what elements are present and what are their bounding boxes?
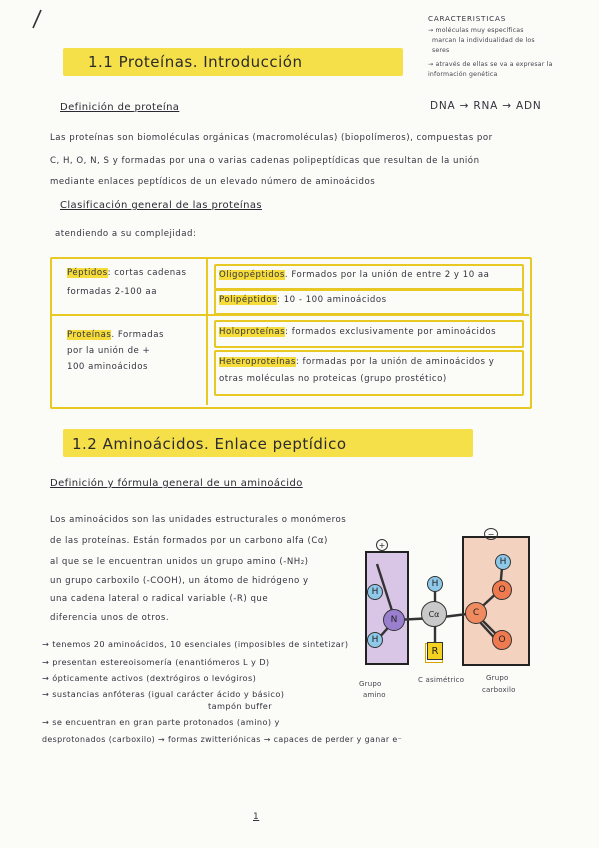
proteinas-desc: . Formadas bbox=[111, 330, 164, 340]
side-note-line: → moléculas muy específicas bbox=[428, 27, 524, 34]
side-note-line: marcan la individualidad de los bbox=[432, 37, 535, 44]
holoproteinas-text bbox=[219, 327, 496, 337]
charge-minus-symbol: − bbox=[484, 528, 498, 540]
bullet-item: → ópticamente activos (dextrógiros o levógiros) bbox=[42, 673, 257, 683]
heteroproteinas-desc: : formadas por la unión de aminoácidos y bbox=[295, 357, 495, 367]
side-notes-title: CARACTERISTICAS bbox=[428, 14, 507, 23]
atom-oxygen: O bbox=[492, 580, 512, 600]
holoproteinas-desc: : formados exclusivamente por aminoácidos bbox=[285, 327, 497, 337]
atom-alpha-carbon: Cα bbox=[421, 601, 447, 627]
bullet-item: tampón buffer bbox=[208, 701, 272, 711]
bullet-item: → se encuentran en gran parte protonados (amino) y bbox=[42, 717, 280, 727]
atom-hydrogen: H bbox=[495, 554, 511, 570]
atom-hydrogen: H bbox=[427, 576, 443, 592]
classification-intro: atendiendo a su complejidad: bbox=[55, 229, 197, 239]
atom-nitrogen: N bbox=[383, 609, 405, 631]
aminoacid-line: un grupo carboxilo (-COOH), un átomo de hidrógeno y bbox=[50, 576, 309, 586]
atom-hydrogen: H bbox=[367, 632, 383, 648]
label-carboxyl-group: Grupo bbox=[486, 674, 509, 682]
holoproteinas-label: Holoproteínas bbox=[219, 327, 286, 337]
aminoacid-line: una cadena lateral o radical variable (-R) que bbox=[50, 594, 269, 604]
proteinas-text bbox=[67, 330, 164, 340]
polipeptidos-text bbox=[219, 295, 387, 305]
definition-line: Las proteínas son biomoléculas orgánicas (macromoléculas) (biopolímeros), compuestas por bbox=[50, 133, 493, 143]
peptidos-label: Péptidos bbox=[67, 268, 108, 278]
charge-plus-symbol: + bbox=[376, 539, 388, 551]
peptidos-desc: formadas 2-100 aa bbox=[67, 287, 157, 297]
section-1-title: 1.1 Proteínas. Introducción bbox=[88, 53, 303, 71]
definition-line: mediante enlaces peptídicos de un elevado número de aminoácidos bbox=[50, 177, 376, 187]
atom-hydrogen: H bbox=[367, 584, 383, 600]
proteinas-label: Proteínas bbox=[67, 330, 112, 340]
side-note-line: seres bbox=[432, 47, 450, 54]
oligopeptidos-desc: . Formados por la unión de entre 2 y 10 aa bbox=[284, 270, 490, 280]
bond-lines bbox=[355, 530, 535, 670]
proteinas-desc: 100 aminoácidos bbox=[67, 362, 148, 372]
classification-heading: Clasificación general de las proteínas bbox=[60, 200, 262, 211]
polipeptidos-desc: : 10 - 100 aminoácidos bbox=[277, 295, 387, 305]
polipeptidos-label: Polipéptidos bbox=[219, 295, 278, 305]
label-carboxyl-group: carboxilo bbox=[482, 686, 516, 694]
peptidos-desc: : cortas cadenas bbox=[107, 268, 187, 278]
aminoacid-line: al que se le encuentran unidos un grupo amino (-NH₂) bbox=[50, 557, 309, 567]
oligopeptidos-label: Oligopéptidos bbox=[219, 270, 285, 280]
definition-line: C, H, O, N, S y formadas por una o varias cadenas polipeptídicas que resultan de la unión bbox=[50, 156, 480, 166]
bullet-item: → presentan estereoisomería (enantiómeros L y D) bbox=[42, 657, 270, 667]
heteroproteinas-text bbox=[219, 357, 494, 367]
heteroproteinas-label: Heteroproteínas bbox=[219, 357, 296, 367]
aminoacid-line: de las proteínas. Están formados por un carbono alfa (Cα) bbox=[50, 536, 328, 546]
page-number: 1 bbox=[253, 812, 260, 822]
section-2-title: 1.2 Aminoácidos. Enlace peptídico bbox=[72, 435, 347, 453]
label-asymmetric-carbon: C asimétrico bbox=[418, 676, 465, 684]
side-notes-formula: DNA → RNA → ADN bbox=[430, 100, 542, 112]
definition-heading: Definición de proteína bbox=[60, 102, 180, 113]
bullet-item: → tenemos 20 aminoácidos, 10 esenciales (imposibles de sintetizar) bbox=[42, 639, 349, 649]
oligopeptidos-text bbox=[219, 270, 489, 280]
label-amino-group: Grupo bbox=[359, 680, 382, 688]
proteinas-desc: por la unión de + bbox=[67, 346, 151, 356]
aminoacid-heading: Definición y fórmula general de un aminoácido bbox=[50, 478, 303, 489]
aminoacid-line: diferencia unos de otros. bbox=[50, 613, 170, 623]
atom-carbon: C bbox=[465, 602, 487, 624]
pen-stroke-mark bbox=[30, 8, 44, 30]
heteroproteinas-desc: otras moléculas no proteicas (grupo prostético) bbox=[219, 374, 447, 384]
aminoacid-line: Los aminoácidos son las unidades estructurales o monómeros bbox=[50, 515, 347, 525]
bullet-item: → sustancias anfóteras (igual carácter ácido y básico) bbox=[42, 689, 285, 699]
peptidos-text bbox=[67, 268, 187, 278]
bullet-item: desprotonados (carboxilo) → formas zwitteriónicas → capaces de perder y ganar e⁻ bbox=[42, 735, 403, 744]
table-divider-vertical bbox=[206, 259, 208, 405]
label-amino-group: amino bbox=[363, 691, 386, 699]
atom-oxygen: O bbox=[492, 630, 512, 650]
side-note-line: → através de ellas se va a expresar la información genética bbox=[428, 61, 553, 78]
radical-r-box: R bbox=[427, 642, 443, 660]
